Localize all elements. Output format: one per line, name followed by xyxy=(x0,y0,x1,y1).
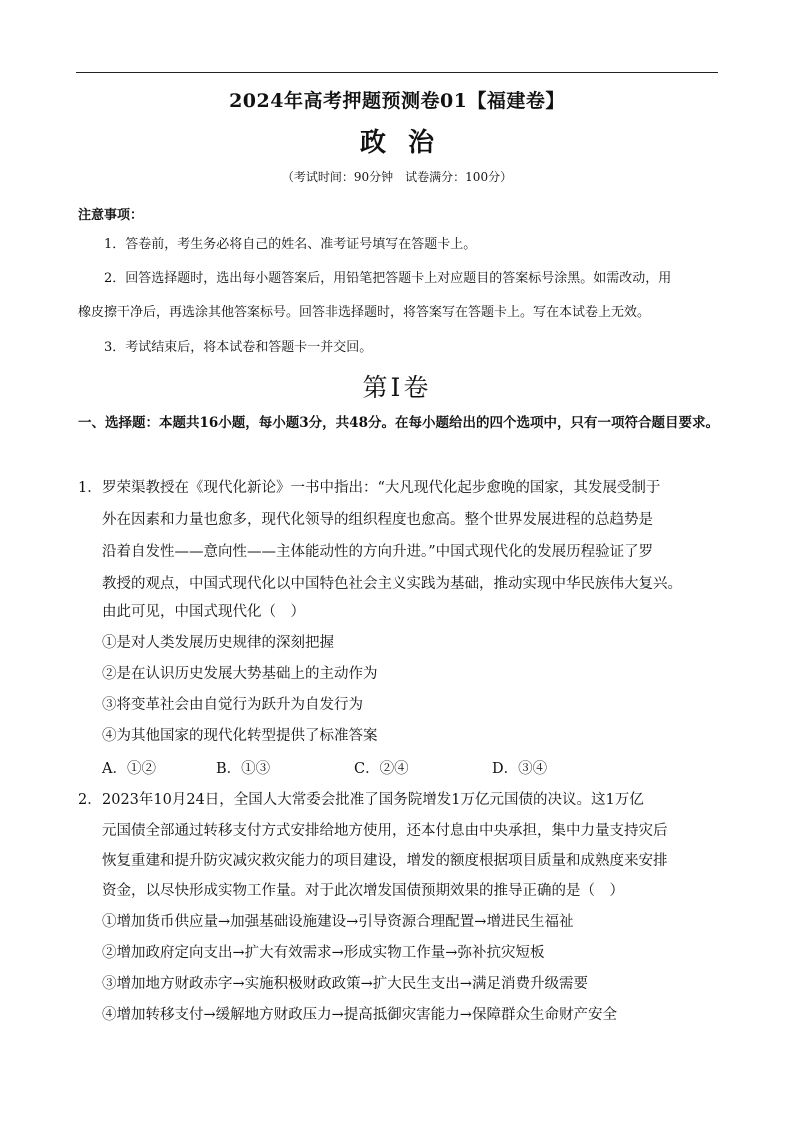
question-2-line: 恢复重建和提升防灾减灾救灾能力的项目建设，增发的额度根据项目质量和成熟度来安排 xyxy=(102,853,668,869)
question-2-option: ④增加转移支付→缓解地方财政压力→提高抵御灾害能力→保障群众生命财产安全 xyxy=(102,1007,617,1023)
question-2-line: 2023年10月24日，全国人大常委会批准了国务院增发1万亿元国债的决议。这1万亿 xyxy=(102,792,644,808)
subject-title: 政治 xyxy=(359,128,456,158)
question-1-line: 罗荣渠教授在《现代化新论》一书中指出：“大凡现代化起步愈晚的国家，其发展受制于 xyxy=(102,480,661,496)
question-2-number: 2． xyxy=(78,792,102,808)
question-1-option: ④为其他国家的现代化转型提供了标准答案 xyxy=(102,728,378,744)
exam-info: （考试时间：90分钟 试卷满分：100分） xyxy=(281,170,513,184)
question-1-option: ②是在认识历史发展大势基础上的主动作为 xyxy=(102,666,378,682)
notice-item-2: 2．回答选择题时，选出每小题答案后，用铅笔把答题卡上对应题目的答案标号涂黑。如需改动，用 xyxy=(104,271,672,286)
notice-item-3: 3．考试结束后，将本试卷和答题卡一并交回。 xyxy=(104,340,373,355)
notice-title: 注意事项： xyxy=(78,208,144,223)
question-1-line: 沿着自发性——意向性——主体能动性的方向升进。”中国式现代化的发展历程验证了罗 xyxy=(102,544,654,560)
question-1-choice-a: A．①② xyxy=(102,761,156,777)
question-1-option: ③将变革社会由自觉行为跃升为自发行为 xyxy=(102,697,363,713)
question-1-line: 外在因素和力量也愈多，现代化领导的组织程度也愈高。整个世界发展进程的总趋势是 xyxy=(102,512,653,528)
question-1-number: 1． xyxy=(78,480,102,496)
question-1-choice-c: C．②④ xyxy=(354,761,409,777)
question-1-line: 由此可见，中国式现代化（ ） xyxy=(102,604,305,620)
section-description: 一、选择题：本题共16小题，每小题3分，共48分。在每小题给出的四个选项中，只有一项符合题目要求。 xyxy=(78,415,719,431)
question-2-option: ③增加地方财政赤字→实施积极财政政策→扩大民生支出→满足消费升级需要 xyxy=(102,976,588,992)
section-title: 第Ⅰ卷 xyxy=(362,373,432,402)
notice-item-2-cont: 橡皮擦干净后，再选涂其他答案标号。回答非选择题时，将答案写在答题卡上。写在本试卷上无效。 xyxy=(78,305,651,320)
notice-item-1: 1．答卷前，考生务必将自己的姓名、准考证号填写在答题卡上。 xyxy=(104,237,477,252)
question-2-option: ①增加货币供应量→加强基础设施建设→引导资源合理配置→增进民生福祉 xyxy=(102,914,574,930)
exam-title: 2024年高考押题预测卷01【福建卷】 xyxy=(229,90,565,112)
question-1-line: 教授的观点，中国式现代化以中国特色社会主义实践为基础，推动实现中华民族伟大复兴。 xyxy=(102,576,682,592)
question-2-line: 资金，以尽快形成实物工作量。对于此次增发国债预期效果的推导正确的是（ ） xyxy=(102,883,624,899)
header-rule xyxy=(76,72,718,73)
question-2-option: ②增加政府定向支出→扩大有效需求→形成实物工作量→弥补抗灾短板 xyxy=(102,945,545,961)
question-1-choice-b: B．①③ xyxy=(216,761,271,777)
question-1-choice-d: D．③④ xyxy=(492,761,548,777)
question-1-option: ①是对人类发展历史规律的深刻把握 xyxy=(102,635,334,651)
question-2-line: 元国债全部通过转移支付方式安排给地方使用，还本付息由中央承担，集中力量支持灾后 xyxy=(102,823,668,839)
